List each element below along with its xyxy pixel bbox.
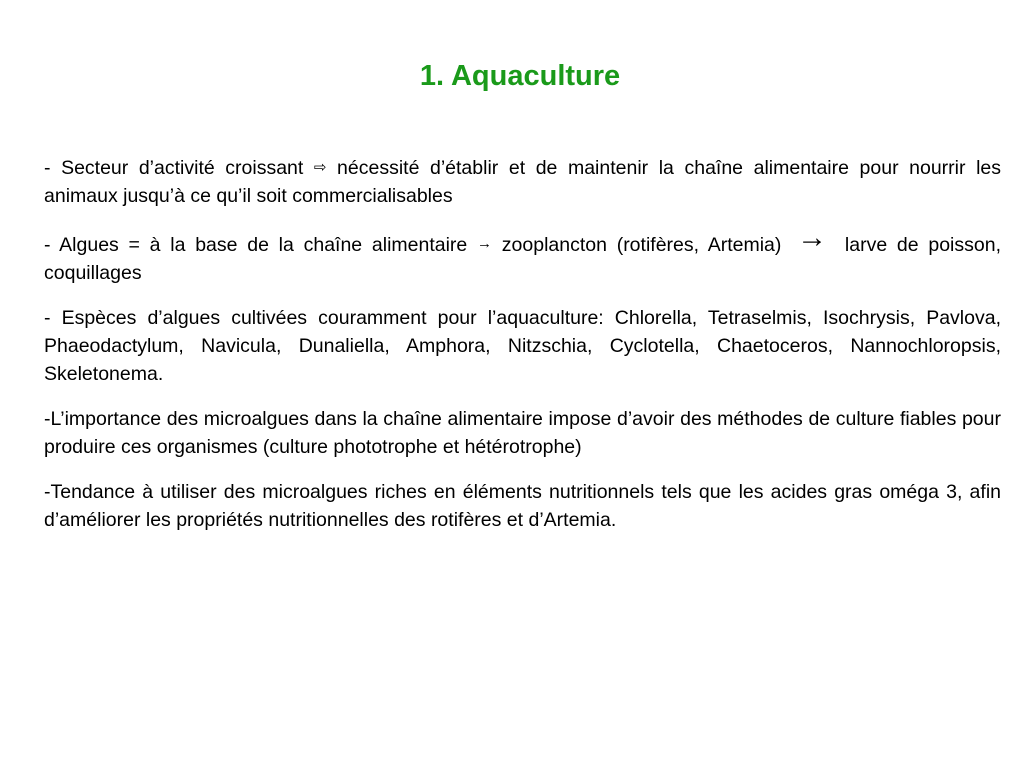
paragraph-trend: -Tendance à utiliser des microalgues riches en éléments nutritionnels tels que les acides gras oméga 3, afin d’améliorer les propriétés nutritionnelles des rotifères et d’Artemia. (44, 481, 1001, 531)
slide-body (44, 154, 1001, 534)
paragraph-algae-species: - Espèces d’algues cultivées couramment pour l’aquaculture: Chlorella, Tetraselmis, Isochrysis, Pavlova, Phaeodactylum, Navicula, Dunaliella, Amphora, Nitzschia, Cyclotella, Chaetoceros, Nannochloropsis, Skeletonema. (44, 307, 1001, 385)
paragraph-food-chain (44, 221, 1001, 287)
right-arrow-icon: → (797, 221, 828, 254)
right-arrow-icon: → (477, 235, 493, 252)
paragraph-importance: -L’importance des microalgues dans la chaîne alimentaire impose d’avoir des méthodes de culture fiables pour produire ces organismes (culture phototrophe et hétérotrophe) (44, 408, 1001, 458)
outline-arrow-icon: ⇨ (313, 159, 327, 176)
paragraph-text: zooplancton (rotifères, Artemia) (492, 234, 792, 256)
paragraph-sector-growth (44, 154, 1001, 210)
paragraph-text: larve de poisson, coquillages (44, 234, 1001, 284)
paragraph-text: - Secteur d’activité croissant (44, 157, 314, 179)
paragraph-text: nécessité d’établir et de maintenir la chaîne alimentaire pour nourrir les animaux jusqu’à ce qu’il soit commercialisables (44, 157, 1001, 207)
slide-title: 1. Aquaculture (419, 60, 621, 92)
paragraph-text: - Algues = à la base de la chaîne alimentaire (44, 234, 478, 256)
